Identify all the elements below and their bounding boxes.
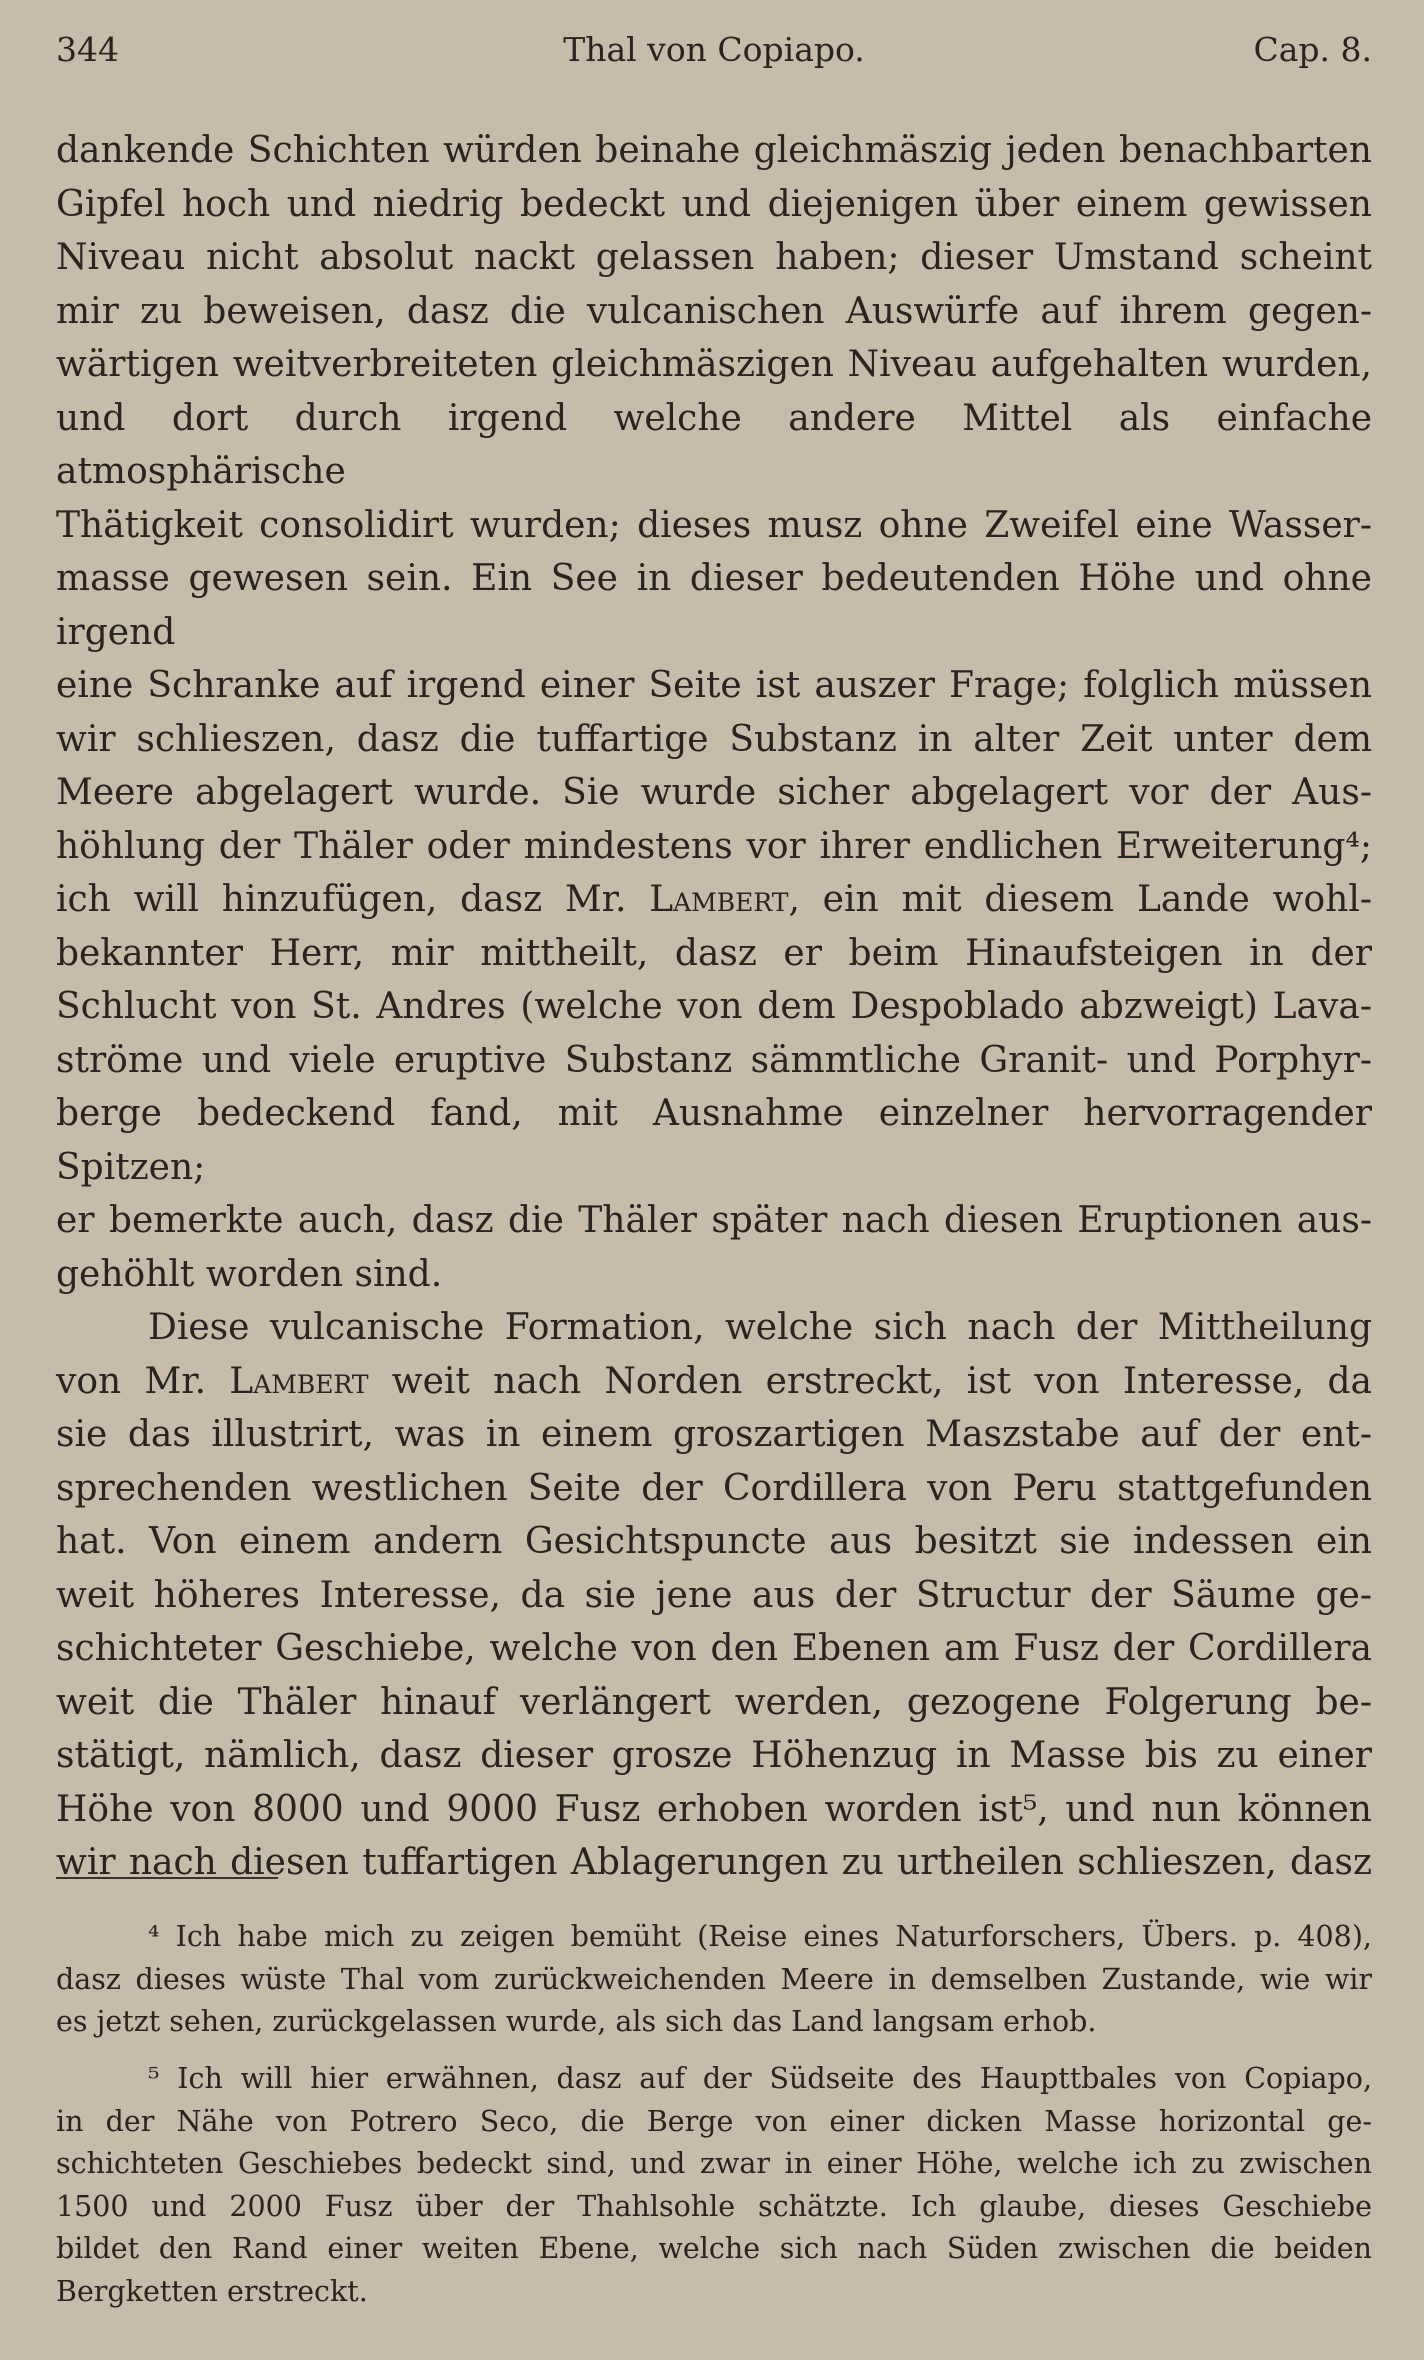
- footnote-line: es jetzt sehen, zurückgelassen wurde, als sich das Land langsam erhob.: [56, 2005, 1097, 2038]
- footnote-line: 1500 und 2000 Fusz über der Thahlsohle schätzte. Ich glaube, dieses Geschiebe: [56, 2189, 1372, 2223]
- text-line: sie das illustrirt, was in einem groszartigen Maszstabe auf der ent-: [56, 1414, 1372, 1455]
- footnote-line: bildet den Rand einer weiten Ebene, welche sich nach Süden zwischen die beiden: [56, 2232, 1372, 2265]
- text-line: weit die Thäler hinauf verlängert werden, gezogene Folgerung be-: [56, 1681, 1372, 1723]
- footnote-line: dasz dieses wüste Thal vom zurückweichenden Meere in demselben Zustande, wie wir: [56, 1962, 1372, 1996]
- text-line: Niveau nicht absolut nackt gelassen haben; dieser Umstand scheint: [56, 237, 1372, 278]
- text-line: Diese vulcanische Formation, welche sich nach der Mittheilung: [148, 1307, 1372, 1348]
- text-line: stätigt, nämlich, dasz dieser grosze Höhenzug in Masse bis zu einer: [56, 1735, 1372, 1776]
- text-segment: ich will hinzufügen, dasz Mr.: [56, 879, 650, 920]
- footnote-line: ⁵ Ich will hier erwähnen, dasz auf der Südseite des Haupttbales von Copiapo,: [148, 2062, 1372, 2095]
- text-line: weit höheres Interesse, da sie jene aus der Structur der Säume ge-: [56, 1574, 1372, 1616]
- text-line: wir nach diesen tuffartigen Ablagerungen zu urtheilen schlieszen, dasz: [56, 1842, 1372, 1883]
- footnote-line: schichteten Geschiebes bedeckt sind, und zwar in einer Höhe, welche ich zu zwischen: [56, 2147, 1372, 2180]
- person-name: Lambert: [649, 879, 789, 920]
- text-line: Meere abgelagert wurde. Sie wurde sicher abgelagert vor der Aus-: [56, 772, 1372, 813]
- text-line: wärtigen weitverbreiteten gleichmäszigen Niveau aufgehalten wurden,: [56, 344, 1372, 385]
- text-line: Höhe von 8000 und 9000 Fusz erhoben worden ist⁵, und nun können: [56, 1788, 1372, 1830]
- text-line: bekannter Herr, mir mittheilt, dasz er beim Hinaufsteigen in der: [56, 932, 1372, 974]
- text-line: eine Schranke auf irgend einer Seite ist auszer Frage; folglich müssen: [56, 665, 1372, 706]
- text-line: gehöhlt worden sind.: [56, 1253, 443, 1295]
- footnote-line: in der Nähe von Potrero Seco, die Berge von einer dicken Masse horizontal ge-: [56, 2104, 1372, 2138]
- text-line: Schlucht von St. Andres (welche von dem Despoblado abzweigt) Lava-: [56, 986, 1372, 1027]
- text-line: höhlung der Thäler oder mindestens vor ihrer endlichen Erweiterung⁴;: [56, 825, 1372, 867]
- text-line: dankende Schichten würden beinahe gleichmäszig jeden benachbarten: [56, 130, 1372, 171]
- text-line: masse gewesen sein. Ein See in dieser bedeutenden Höhe und ohne irgend: [56, 558, 1372, 653]
- text-segment: , ein mit diesem Lande wohl-: [788, 879, 1372, 920]
- footnote-line: ⁴ Ich habe mich zu zeigen bemüht (Reise eines Naturforschers, Übers. p. 408),: [148, 1920, 1372, 1953]
- text-line: ströme und viele eruptive Substanz sämmtliche Granit- und Porphyr-: [56, 1039, 1372, 1081]
- person-name: Lambert: [229, 1360, 369, 1402]
- footnote-line: Bergketten erstreckt.: [56, 2274, 368, 2308]
- text-line: berge bedeckend fand, mit Ausnahme einzelner hervorragender Spitzen;: [56, 1093, 1372, 1188]
- text-line: [56, 1355, 1372, 1409]
- footnote-4: [56, 1916, 1372, 2044]
- main-text: [56, 124, 1372, 1890]
- text-line: und dort durch irgend welche andere Mittel als einfache atmosphärische: [56, 397, 1372, 492]
- text-line: sprechenden westlichen Seite der Cordillera von Peru stattgefunden: [56, 1467, 1372, 1509]
- page-header: [56, 30, 1372, 80]
- text-line: mir zu beweisen, dasz die vulcanischen Auswürfe auf ihrem gegen-: [56, 290, 1372, 332]
- running-title: Thal von Copiapo.: [563, 30, 865, 69]
- footnote-divider: [56, 1877, 278, 1879]
- text-line: Thätigkeit consolidirt wurden; dieses musz ohne Zweifel eine Wasser-: [56, 504, 1372, 546]
- footnote-5: [56, 2058, 1372, 2313]
- chapter-label: Cap. 8.: [1253, 30, 1372, 69]
- text-line: er bemerkte auch, dasz die Thäler später nach diesen Eruptionen aus-: [56, 1200, 1372, 1241]
- text-segment: weit nach Norden erstreckt, ist von Interesse, da: [368, 1360, 1372, 1402]
- text-line: Gipfel hoch und niedrig bedeckt und diejenigen über einem gewissen: [56, 183, 1372, 225]
- page-number: 344: [56, 30, 119, 69]
- text-line: hat. Von einem andern Gesichtspuncte aus besitzt sie indessen ein: [56, 1521, 1372, 1562]
- text-segment: von Mr.: [56, 1360, 230, 1402]
- text-line: [56, 873, 1372, 927]
- text-line: wir schlieszen, dasz die tuffartige Substanz in alter Zeit unter dem: [56, 718, 1372, 760]
- text-line: schichteter Geschiebe, welche von den Ebenen am Fusz der Cordillera: [56, 1628, 1372, 1669]
